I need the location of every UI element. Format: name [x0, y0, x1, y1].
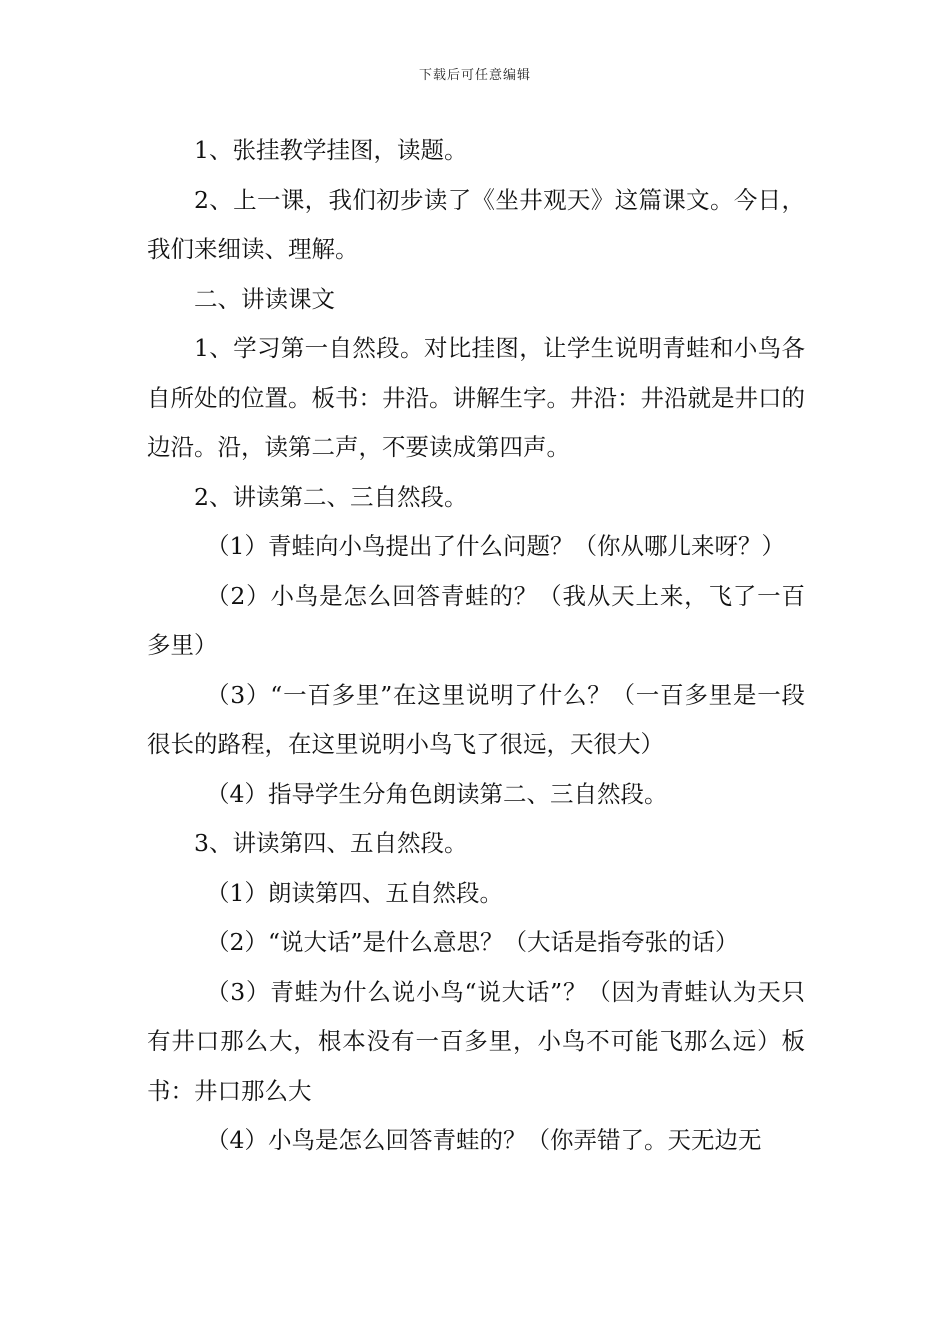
paragraph: （3）青蛙为什么说小鸟“说大话”？（因为青蛙认为天只有井口那么大，根本没有一百多里，小鸟不可能飞那么远）板书：井口那么大	[147, 977, 805, 1105]
paragraph: （1）朗读第四、五自然段。	[206, 878, 503, 907]
paragraph: （2）“说大话”是什么意思？（大话是指夸张的话）	[206, 928, 739, 956]
paragraph: （1）青蛙向小鸟提出了什么问题？（你从哪儿来呀？）	[206, 532, 785, 560]
page-header: 下载后可任意编辑	[418, 68, 531, 83]
document-body	[147, 126, 805, 1166]
paragraph: 2、讲读第二、三自然段。	[194, 482, 468, 511]
paragraph: （4）小鸟是怎么回答青蛙的？（你弄错了。天无边无	[206, 1126, 762, 1154]
section-heading: 二、讲读课文	[194, 284, 335, 313]
paragraph: 2、上一课，我们初步读了《坐井观天》这篇课文。今日，我们来细读、理解。	[147, 185, 805, 263]
paragraph: （3）“一百多里”在这里说明了什么？（一百多里是一段很长的路程，在这里说明小鸟飞了很远，天很大）	[147, 680, 805, 758]
paragraph: 3、讲读第四、五自然段。	[194, 829, 468, 857]
paragraph: （2）小鸟是怎么回答青蛙的？（我从天上来，飞了一百多里）	[147, 581, 805, 659]
paragraph: 1、张挂教学挂图，读题。	[194, 136, 468, 164]
paragraph: 1、学习第一自然段。对比挂图，让学生说明青蛙和小鸟各自所处的位置。板书：井沿。讲解生字。井沿：井沿就是井口的边沿。沿，读第二声，不要读成第四声。	[147, 334, 805, 461]
paragraph: （4）指导学生分角色朗读第二、三自然段。	[206, 779, 668, 808]
